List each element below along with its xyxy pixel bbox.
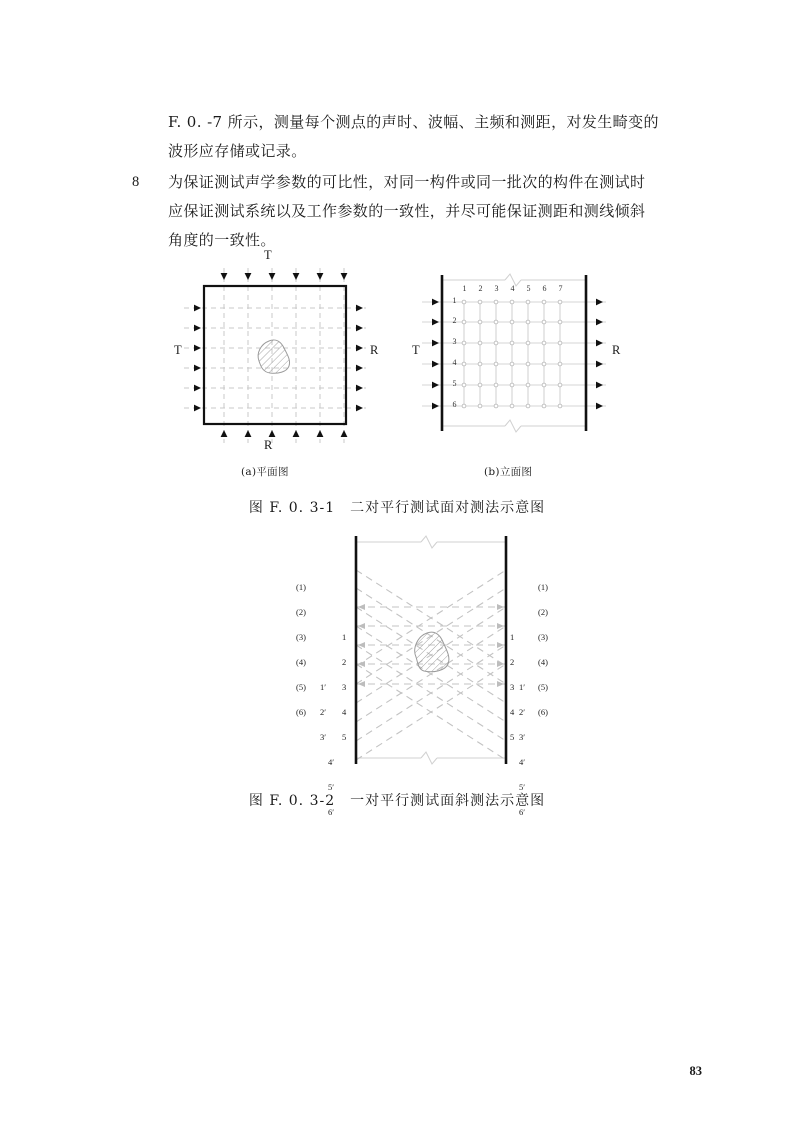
oblique-right-prime-label: 2′ <box>519 707 526 717</box>
paragraph-continuation <box>132 108 672 166</box>
figure-1a-plan-view <box>160 248 390 458</box>
figure-2-caption: 图 F. 0. 3-2 一对平行测试面斜测法示意图 <box>248 793 546 809</box>
plan-receiver-label-right: R <box>370 343 379 357</box>
elevation-row-label: 2 <box>452 316 457 325</box>
elevation-receiver-label-right: R <box>612 343 621 357</box>
oblique-left-inner-label: 4 <box>342 707 347 717</box>
oblique-left-outer-label: (3) <box>296 632 306 642</box>
oblique-left-inner-label: 5 <box>342 732 347 742</box>
elevation-row-label: 6 <box>452 400 457 409</box>
oblique-hatched-void-icon <box>415 632 449 672</box>
oblique-right-outer-label: (4) <box>538 657 548 667</box>
oblique-left-prime-label: 4′ <box>328 757 335 767</box>
text-line: 角度的一致性。 <box>168 231 276 249</box>
oblique-view-diagram <box>290 530 540 770</box>
plan-receiver-label-bottom: R <box>264 438 273 452</box>
figure-1b-elevation-view <box>400 248 630 458</box>
figure-1a-sub-caption: (a)平面图 <box>241 466 289 478</box>
oblique-left-prime-label: 2′ <box>320 707 327 717</box>
oblique-right-outer-label: (6) <box>538 707 548 717</box>
oblique-right-prime-label: 1′ <box>519 682 526 692</box>
text-line: 为保证测试声学参数的可比性，对同一构件或同一批次的构件在测试时 <box>168 173 646 191</box>
oblique-left-prime-label: 5′ <box>328 782 335 792</box>
plan-hatched-void-icon <box>258 340 289 373</box>
oblique-left-outer-label: (2) <box>296 607 306 617</box>
plan-bottom-arrows <box>221 430 348 437</box>
elevation-right-arrows <box>596 299 603 410</box>
elevation-row-label: 1 <box>452 296 457 305</box>
elevation-transmitter-label-left: T <box>412 343 420 357</box>
paragraph-body <box>168 108 672 166</box>
oblique-right-outer-label: (5) <box>538 682 548 692</box>
oblique-left-prime-label: 3′ <box>320 732 327 742</box>
oblique-left-outer-label: (1) <box>296 582 306 592</box>
oblique-right-outer-label: (2) <box>538 607 548 617</box>
elevation-col-label: 4 <box>510 284 515 293</box>
paragraph-number: 8 <box>132 174 140 190</box>
elevation-row-label: 3 <box>452 337 457 346</box>
elevation-col-label: 3 <box>494 284 499 293</box>
oblique-left-prime-label: 6′ <box>328 807 335 817</box>
oblique-left-inner-label: 2 <box>342 657 347 667</box>
elevation-left-arrows <box>432 299 439 410</box>
oblique-right-outer-label: (1) <box>538 582 548 592</box>
elevation-col-label: 6 <box>542 284 547 293</box>
oblique-right-outer-label: (3) <box>538 632 548 642</box>
oblique-left-outer-label: (4) <box>296 657 306 667</box>
oblique-right-inner-label: 3 <box>510 682 515 692</box>
plan-left-arrows <box>194 305 201 412</box>
plan-transmitter-label-left: T <box>174 343 182 357</box>
elevation-col-label: 1 <box>462 284 467 293</box>
elevation-row-label: 5 <box>452 379 457 388</box>
elevation-col-label: 2 <box>478 284 483 293</box>
elevation-view-diagram <box>400 248 630 458</box>
text-line: 应保证测试系统以及工作参数的一致性，并尽可能保证测距和测线倾斜 <box>168 202 646 220</box>
elevation-point-grid <box>464 302 560 406</box>
plan-top-arrows <box>221 273 348 280</box>
oblique-right-prime-label: 3′ <box>519 732 526 742</box>
elevation-row-label: 4 <box>452 358 457 367</box>
oblique-right-prime-label: 5′ <box>519 782 526 792</box>
paragraph-body <box>168 168 672 255</box>
oblique-right-inner-label: 5 <box>510 732 515 742</box>
plan-transmitter-label-top: T <box>264 248 272 262</box>
oblique-right-inner-label: 4 <box>510 707 515 717</box>
oblique-left-inner-label: 1 <box>342 632 347 642</box>
figure-1b-sub-caption: (b)立面图 <box>484 466 533 478</box>
oblique-left-inner-label: 3 <box>342 682 347 692</box>
oblique-right-inner-label: 2 <box>510 657 515 667</box>
page-number: 83 <box>689 1064 702 1078</box>
oblique-left-outer-label: (6) <box>296 707 306 717</box>
plan-right-arrows <box>356 305 363 412</box>
oblique-right-inner-label: 1 <box>510 632 515 642</box>
text-line: F. 0. -7 所示，测量每个测点的声时、波幅、主频和测距，对发生畸变的 <box>168 113 659 131</box>
paragraph-item-8 <box>132 168 672 255</box>
body-text-block <box>132 108 672 257</box>
elevation-col-label: 5 <box>526 284 531 293</box>
oblique-right-prime-label: 4′ <box>519 757 526 767</box>
oblique-left-outer-label: (5) <box>296 682 306 692</box>
oblique-right-prime-label: 6′ <box>519 807 526 817</box>
oblique-left-prime-label: 1′ <box>320 682 327 692</box>
elevation-col-label: 7 <box>558 284 563 293</box>
text-line: 波形应存储或记录。 <box>168 142 307 160</box>
plan-view-diagram <box>160 248 390 458</box>
figure-1-caption: 图 F. 0. 3-1 二对平行测试面对测法示意图 <box>248 500 546 516</box>
